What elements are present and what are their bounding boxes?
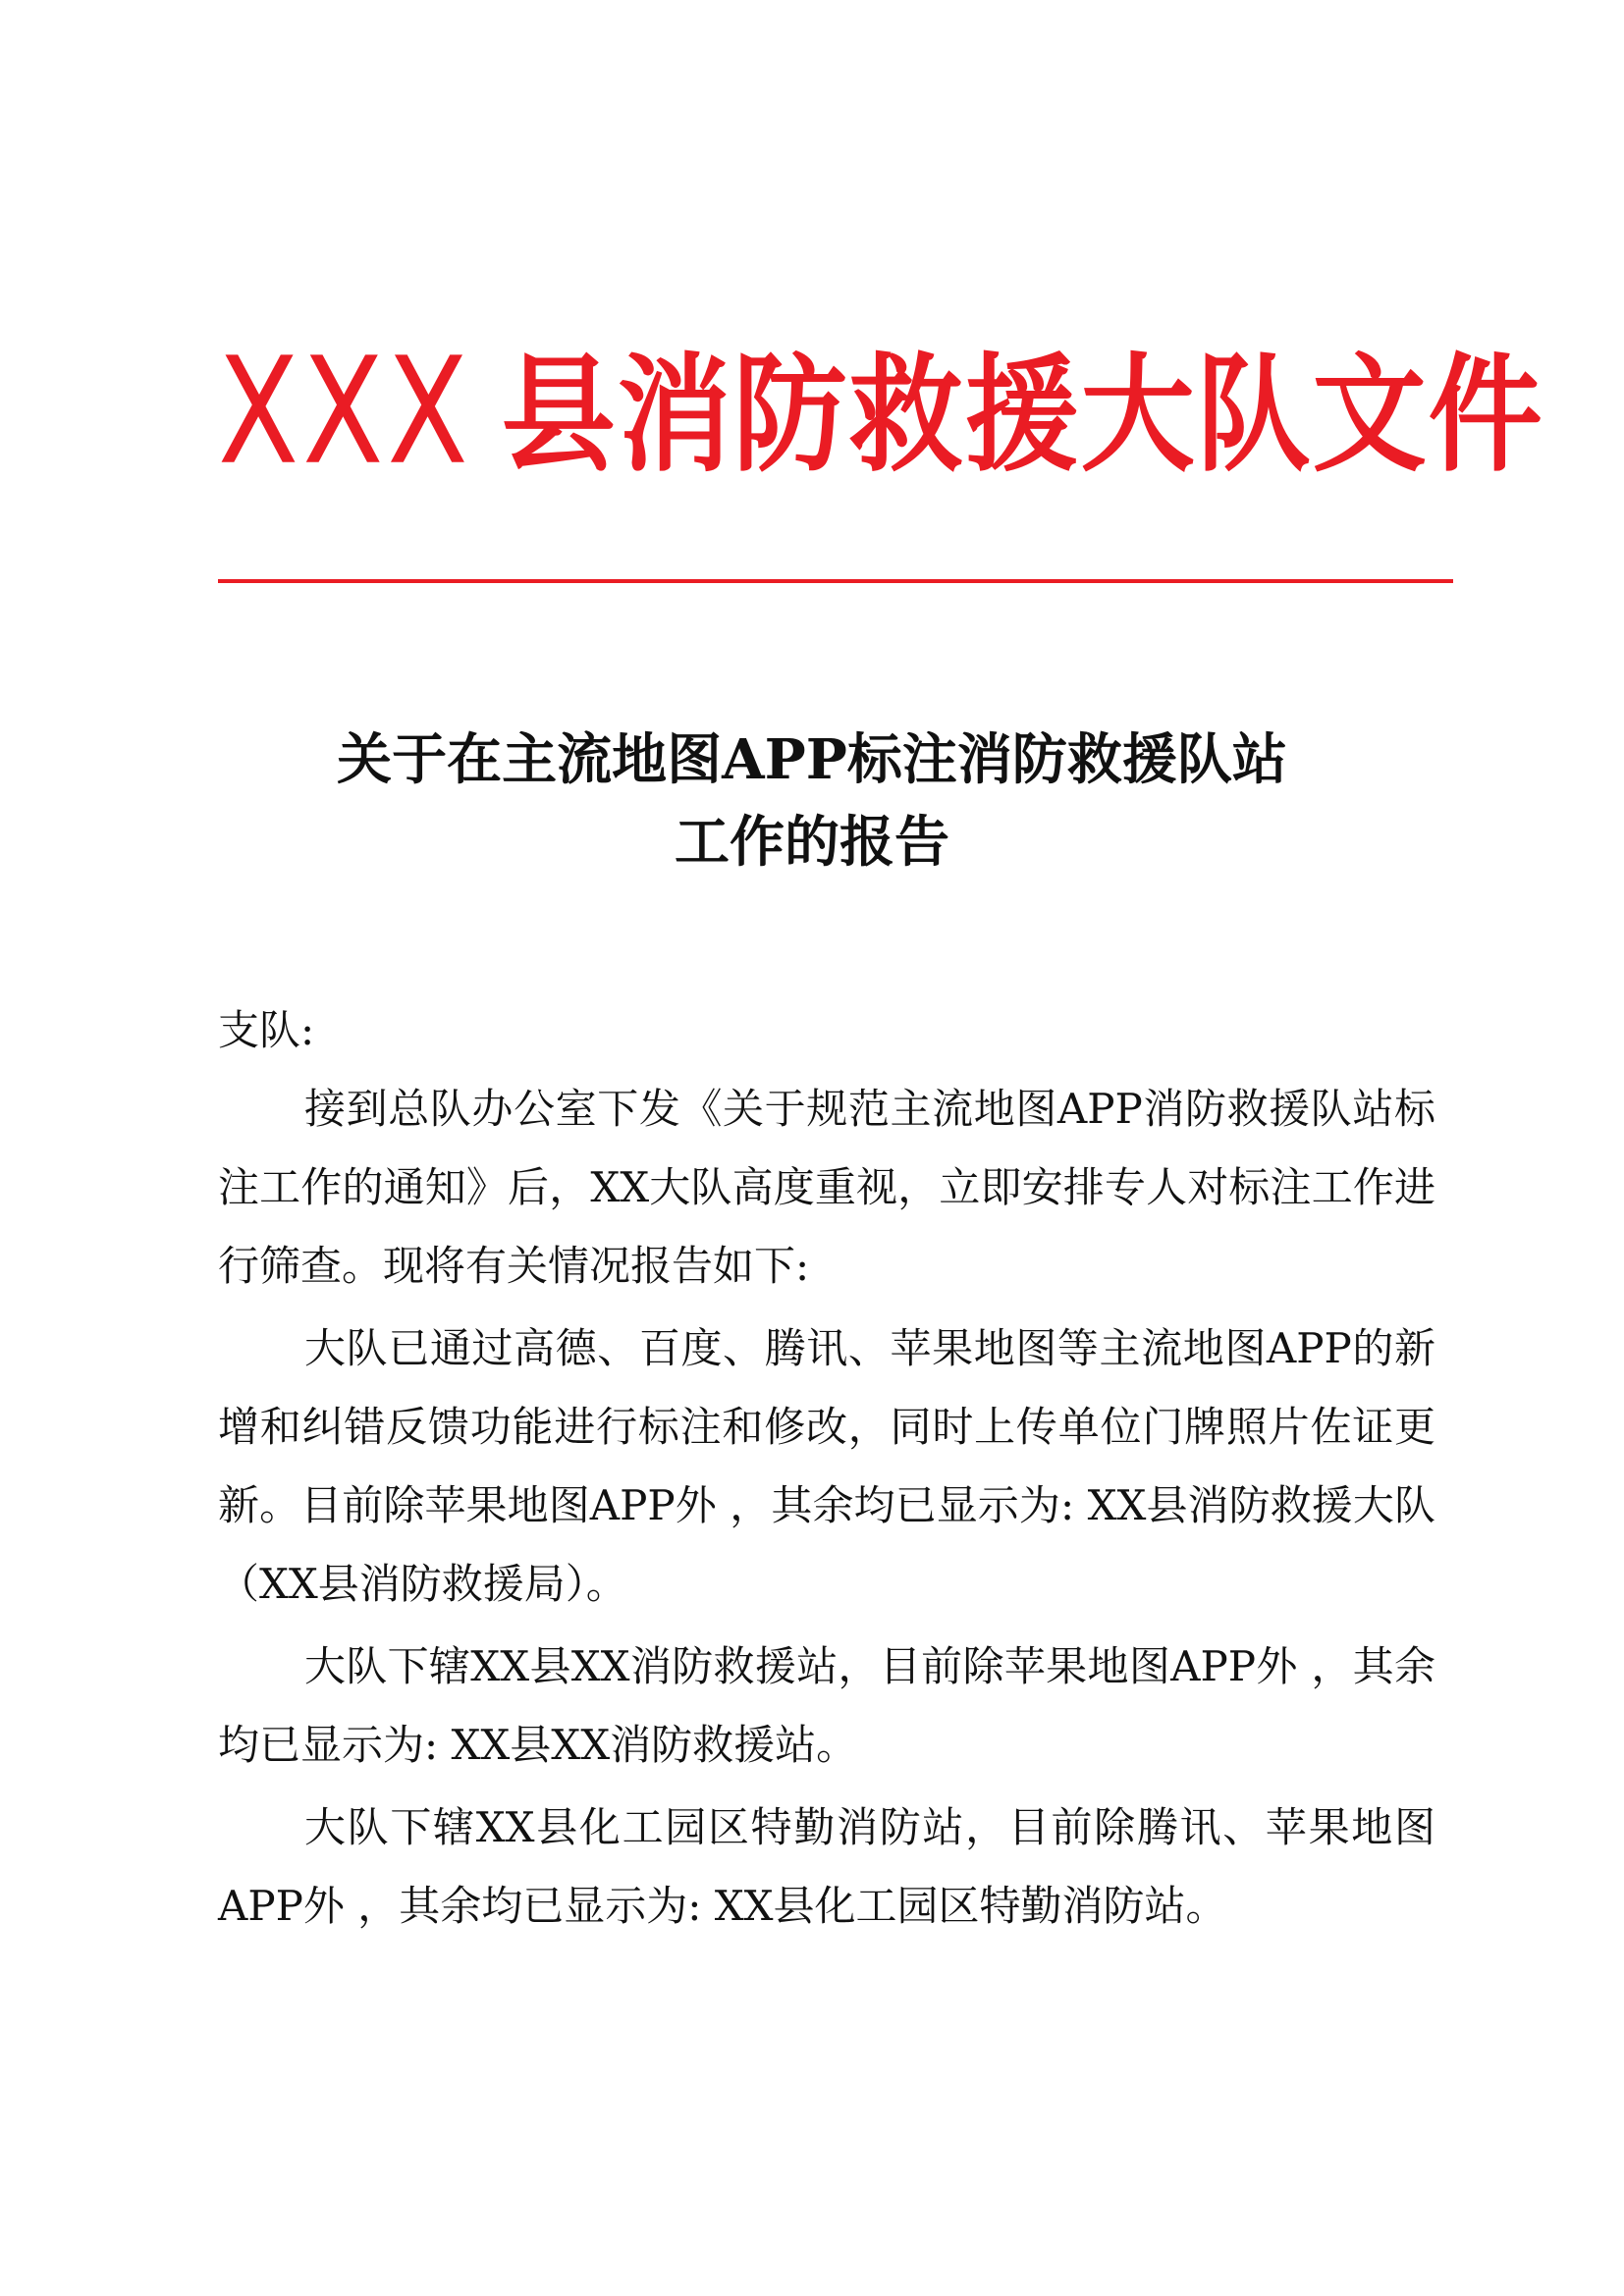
red-header-title [218, 327, 1544, 502]
body-paragraph-3: 大队下辖XX县XX消防救援站，目前除苹果地图APP外 ，其余均已显示为: XX县XX消防救援站。 [218, 1642, 1435, 1769]
document-title [218, 719, 1406, 883]
document-title-line-1: 关于在主流地图APP标注消防救援队站 [337, 727, 1287, 792]
salutation: 支队: [218, 1006, 315, 1054]
header-prefix: XXX [218, 327, 472, 498]
body-paragraph-2: 大队已通过高德、百度、腾讯、苹果地图等主流地图APP的新增和纠错反馈功能进行标注和修改，同时上传单位门牌照片佐证更新。目前除苹果地图APP外 ，其余均已显示为: XX县消防救援大队（XX县消防救援局）。 [218, 1324, 1435, 1608]
header-title-text: 县消防救援大队文件 [501, 341, 1544, 490]
body-paragraph-4: 大队下辖XX县化工园区特勤消防站，目前除腾讯、苹果地图APP外 ，其余均已显示为: XX县化工园区特勤消防站。 [218, 1803, 1435, 1930]
red-divider-line [218, 579, 1453, 583]
body-paragraph-1: 接到总队办公室下发《关于规范主流地图APP消防救援队站标注工作的通知》后，XX大队高度重视，立即安排专人对标注工作进行筛查。现将有关情况报告如下: [218, 1085, 1435, 1290]
document-body [218, 991, 1435, 1949]
document-title-line-2: 工作的报告 [675, 810, 949, 875]
